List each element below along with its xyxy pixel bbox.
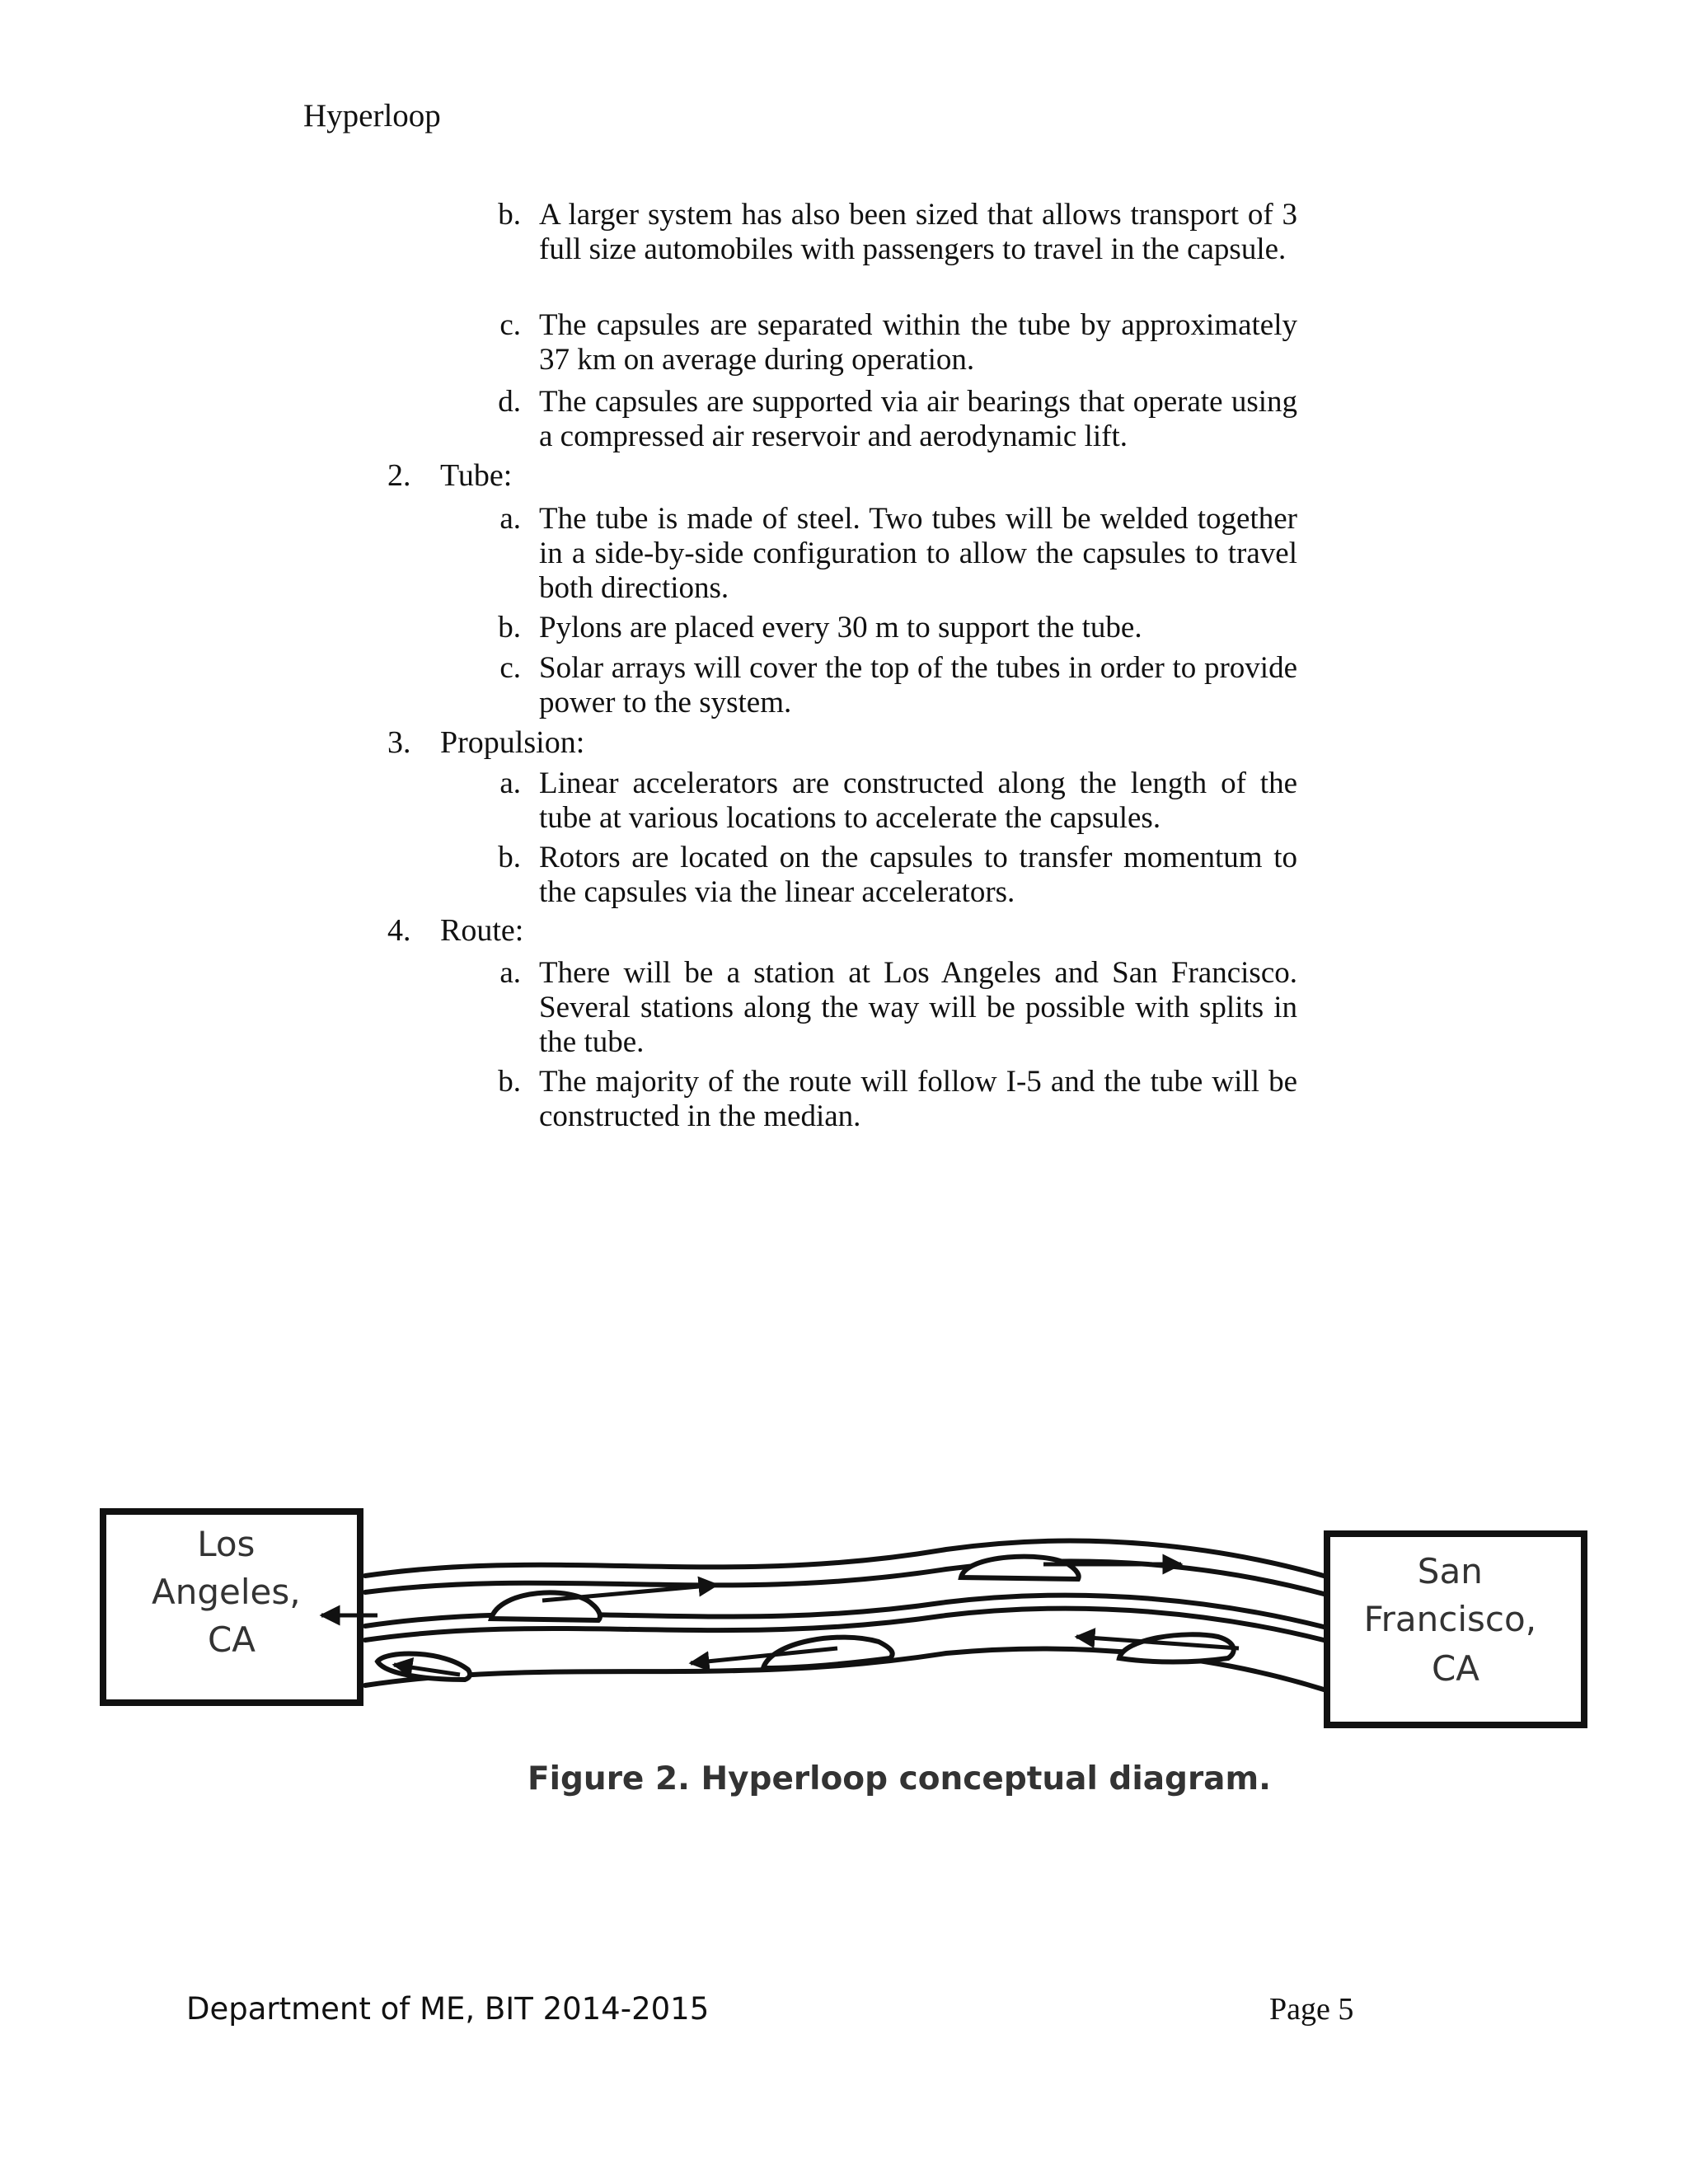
- la-label-line: Angeles,: [152, 1572, 301, 1612]
- section-number: 2.: [387, 458, 411, 493]
- item-marker: c.: [499, 308, 521, 342]
- la-label-line: CA: [207, 1619, 256, 1660]
- sf-label-line: CA: [1431, 1648, 1480, 1689]
- item-text: A larger system has also been sized that allows transport of 3 full size automobiles with passengers to travel in the capsule.: [539, 198, 1297, 266]
- item-text: There will be a station at Los Angeles and San Francisco. Several stations along the way will be possible with splits in the tube.: [539, 956, 1297, 1059]
- item-text: Solar arrays will cover the top of the tubes in order to provide power to the system.: [539, 651, 1297, 719]
- section-title: Route:: [440, 913, 524, 948]
- capsules: [377, 1557, 1234, 1680]
- capsule-icon: [961, 1557, 1079, 1579]
- hyperloop-diagram: [97, 1500, 1591, 1747]
- item-marker: b.: [498, 1065, 521, 1099]
- item-marker: d.: [498, 385, 521, 419]
- section-number: 4.: [387, 913, 411, 948]
- item-marker: a.: [499, 502, 521, 536]
- item-text: The capsules are separated within the tube by approximately 37 km on average during operation.: [539, 308, 1297, 377]
- running-header: Hyperloop: [303, 98, 441, 134]
- sf-label-line: Francisco,: [1363, 1599, 1537, 1639]
- footer-department: Department of ME, BIT 2014-2015: [186, 1991, 710, 2027]
- la-label-line: Los: [197, 1524, 256, 1564]
- sf-label-line: San: [1417, 1551, 1483, 1591]
- item-marker: c.: [499, 651, 521, 685]
- item-marker: a.: [499, 956, 521, 990]
- item-marker: b.: [498, 611, 521, 644]
- section-title: Propulsion:: [440, 725, 585, 760]
- item-text: Rotors are located on the capsules to transfer momentum to the capsules via the linear accelerators.: [539, 841, 1297, 909]
- footer-page-number: Page 5: [1269, 1992, 1354, 2027]
- item-marker: b.: [498, 841, 521, 874]
- item-text: The majority of the route will follow I-5 and the tube will be constructed in the median.: [539, 1065, 1297, 1133]
- item-marker: b.: [498, 198, 521, 232]
- item-text: Pylons are placed every 30 m to support the tube.: [539, 611, 1142, 644]
- item-text: The tube is made of steel. Two tubes will be welded together in a side-by-side configuration to allow the capsules to travel both directions.: [539, 502, 1297, 605]
- item-text: The capsules are supported via air bearings that operate using a compressed air reservoir and aerodynamic lift.: [539, 385, 1297, 453]
- section-title: Tube:: [440, 458, 513, 493]
- item-text: Linear accelerators are constructed along the length of the tube at various locations to accelerate the capsules.: [539, 766, 1297, 835]
- item-marker: a.: [499, 766, 521, 800]
- section-number: 3.: [387, 725, 411, 760]
- figure-caption: Figure 2. Hyperloop conceptual diagram.: [528, 1760, 1271, 1797]
